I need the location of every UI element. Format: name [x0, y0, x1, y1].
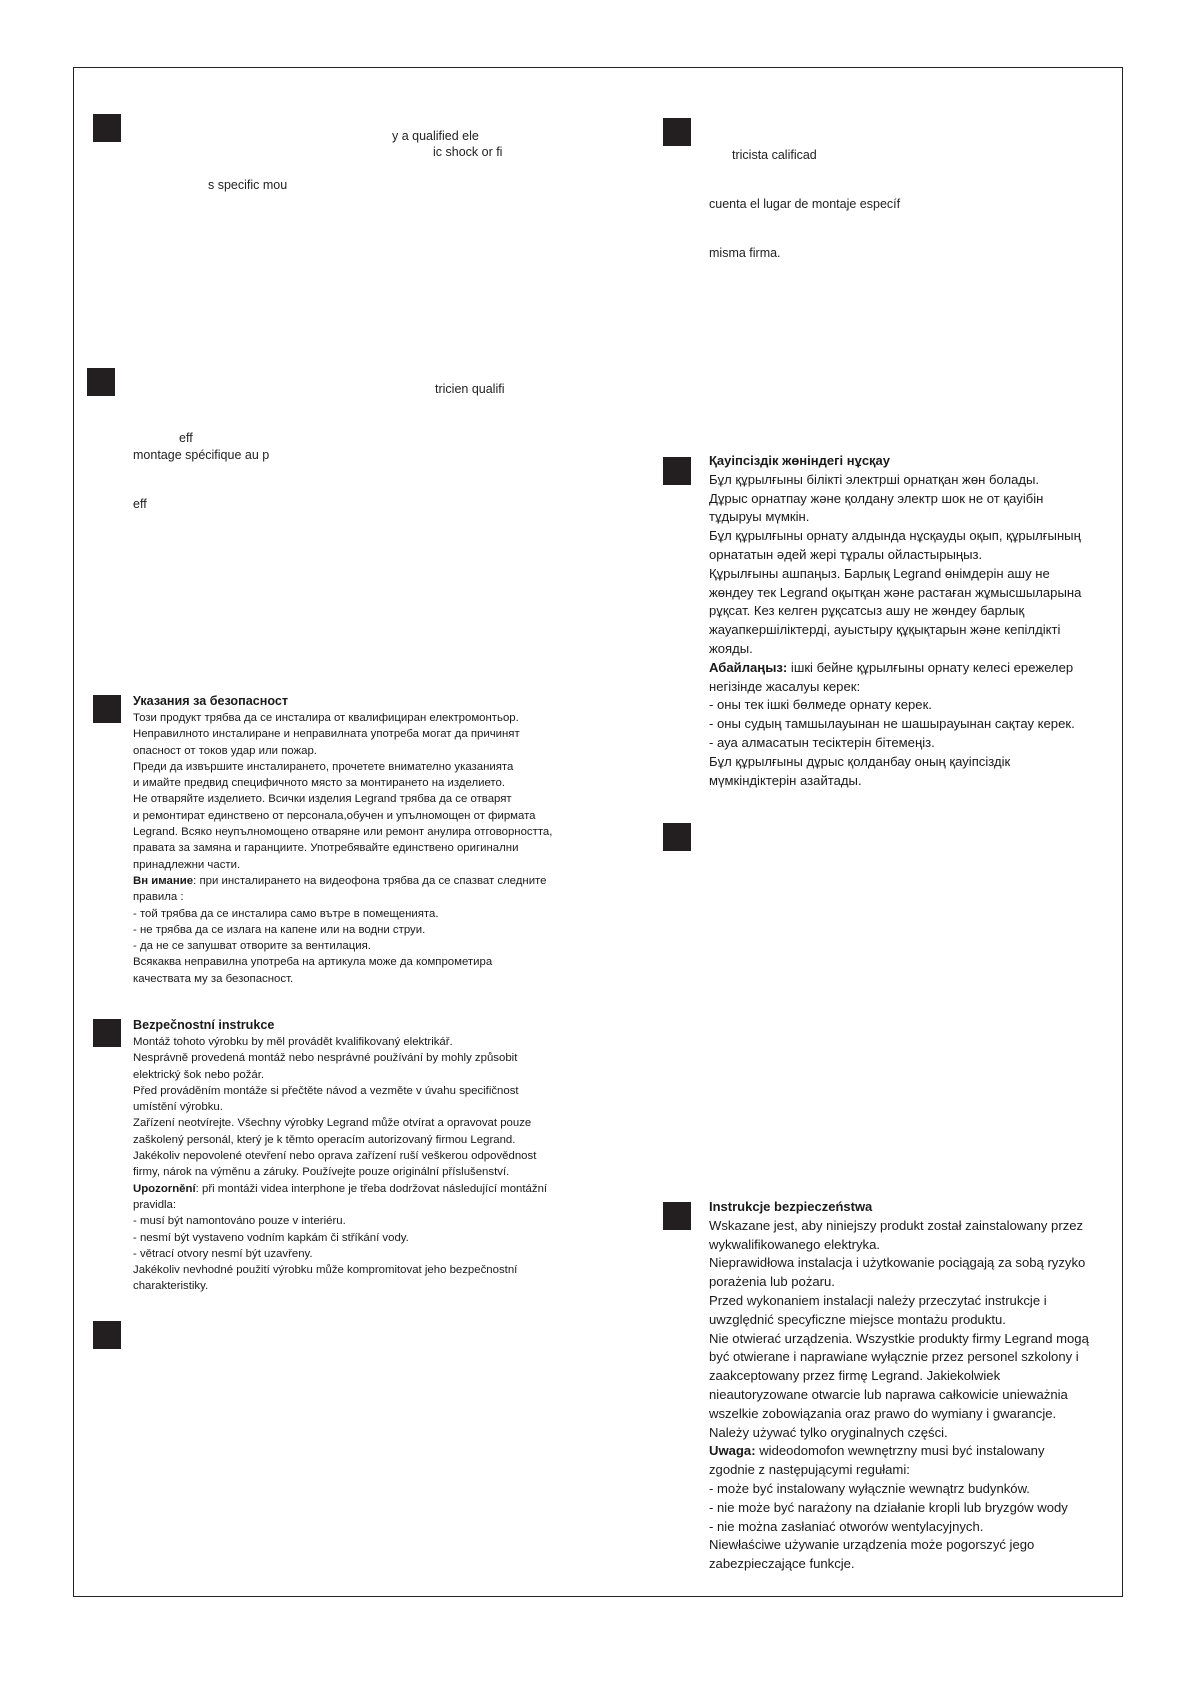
- kazakh-line: жояды.: [709, 640, 753, 656]
- polish-line: nieautoryzowane otwarcie lub naprawa całkowicie unieważnia: [709, 1386, 1068, 1402]
- kazakh-line: Дұрыс орнатпау және қолдану электр шок не от қауібін: [709, 490, 1044, 506]
- section-marker-cz: [93, 1019, 121, 1047]
- section-marker-fr: [87, 368, 115, 396]
- polish-line: zaakceptowany przez firmę Legrand. Jakiekolwiek: [709, 1368, 1001, 1384]
- czech-line: zaškolený personál, který je k těmto operacím autorizovaný firmou Legrand.: [133, 1133, 516, 1146]
- kazakh-line: рұқсат. Кез келген рұқсатсыз ашу не жөндеу барлық: [709, 603, 1025, 619]
- polish-line: porażenia lub pożaru.: [709, 1274, 835, 1290]
- fragment-fr-2: eff: [179, 431, 193, 445]
- polish-line: być otwierane i naprawiane wyłącznie przez personel szkolony i: [709, 1349, 1079, 1365]
- kazakh-line: тұдыруы мүмкін.: [709, 509, 810, 525]
- czech-line: Před prováděním montáže si přečtěte návod a vezměte v úvahu specifičnost: [133, 1084, 519, 1097]
- section-marker-blank-2: [663, 823, 691, 851]
- polish-warning-cont: zgodnie z następującymi regułami:: [709, 1462, 910, 1478]
- polish-line: Przed wykonaniem instalacji należy przeczytać instrukcje i: [709, 1292, 1047, 1308]
- polish-rule: - może być instalowany wyłącznie wewnątrz budynków.: [709, 1480, 1030, 1496]
- polish-rule: - nie można zasłaniać otworów wentylacyjnych.: [709, 1518, 984, 1534]
- kazakh-line: Бұл құрылғыны білікті электрші орнатқан жөн болады.: [709, 471, 1040, 487]
- bulgarian-line: принадлежни части.: [133, 858, 241, 871]
- kazakh-rule: - ауа алмасатын тесіктерін бітемеңіз.: [709, 734, 935, 750]
- bulgarian-line: Legrand. Всяко неупълномощено отваряне или ремонт анулира отговорността,: [133, 826, 553, 839]
- fragment-en-1: y a qualified ele: [392, 129, 479, 143]
- kazakh-line: Құрылғыны ашпаңыз. Барлық Legrand өнімдерін ашу не: [709, 565, 1050, 581]
- bulgarian-line: Неправилното инсталиране и неправилната употреба могат да причинят: [133, 728, 520, 741]
- bulgarian-warning: [133, 873, 603, 889]
- polish-line: uwzględnić specyficzne miejsce montażu produktu.: [709, 1311, 1006, 1327]
- kazakh-line: орнататын әдей жері тұралы ойластырыңыз.: [709, 546, 983, 562]
- section-marker-en: [93, 114, 121, 142]
- czech-closing: Jakékoliv nevhodné použití výrobku může kompromitovat jeho bezpečnostní: [133, 1264, 518, 1277]
- section-marker-kz: [663, 457, 691, 485]
- polish-line: wykwalifikowanego elektryka.: [709, 1236, 881, 1252]
- czech-closing: charakteristiky.: [133, 1280, 209, 1293]
- kazakh-line: жөндеу тек Legrand оқытқан және растаған жұмысшыларына: [709, 584, 1082, 600]
- fragment-fr-1: tricien qualifi: [435, 382, 505, 396]
- fragment-es-2: cuenta el lugar de montaje específ: [709, 197, 901, 211]
- bulgarian-line: Преди да извършите инсталирането, прочетете внимателно указанията: [133, 760, 514, 773]
- czech-line: firmy, nárok na výměnu a záruky. Používejte pouze originální příslušenství.: [133, 1166, 510, 1179]
- czech-line: elektrický šok nebo požár.: [133, 1068, 265, 1081]
- czech-line: Nesprávně provedená montáž nebo nesprávné používání by mohly způsobit: [133, 1052, 518, 1065]
- section-marker-pl: [663, 1202, 691, 1230]
- kazakh-closing: Бұл құрылғыны дұрыс қолданбау оның қауіпсіздік: [709, 753, 1011, 769]
- czech-warning-label: Upozornění: [133, 1182, 196, 1195]
- kazakh-safety-block: [709, 452, 1114, 790]
- fragment-en-2: ic shock or fi: [433, 145, 503, 159]
- bulgarian-line: и ремонтират единствено от персонала,обучен и упълномощен от фирмата: [133, 809, 536, 822]
- bulgarian-rule: - той трябва да се инсталира само вътре в помещенията.: [133, 907, 439, 920]
- czech-rule: - nesmí být vystaveno vodním kapkám či stříkání vody.: [133, 1231, 409, 1244]
- kazakh-line: Бұл құрылғыны орнату алдында нұсқауды оқып, құрылғының: [709, 528, 1081, 544]
- polish-warning: [709, 1442, 1119, 1461]
- polish-line: Należy używać tylko oryginalnych części.: [709, 1424, 948, 1440]
- bulgarian-title: Указания за безопасност: [133, 694, 289, 708]
- section-marker-es: [663, 118, 691, 146]
- bulgarian-line: и имайте предвид специфичното място за монтирането на изделието.: [133, 777, 506, 790]
- bulgarian-closing: Всякаква неправилна употреба на артикула може да компрометира: [133, 956, 493, 969]
- kazakh-rule: - оны судың тамшылауынан не шашырауынан сақтау керек.: [709, 716, 1075, 732]
- kazakh-closing: мүмкіндіктерін азайтады.: [709, 772, 862, 788]
- czech-line: Zařízení neotvírejte. Všechny výrobky Legrand může otvírat a opravovat pouze: [133, 1117, 532, 1130]
- czech-line: Montáž tohoto výrobku by měl provádět kvalifikovaný elektrikář.: [133, 1036, 453, 1048]
- kazakh-title: Қауіпсіздік жөніндегі нұсқау: [709, 453, 891, 468]
- polish-closing: Niewłaściwe używanie urządzenia może pogorszyć jego: [709, 1537, 1035, 1553]
- polish-safety-block: [709, 1198, 1119, 1574]
- czech-warning: [133, 1181, 603, 1197]
- polish-line: wszelkie zobowiązania oraz prawo do wymiany i gwarancje.: [709, 1405, 1057, 1421]
- kazakh-warning-label: Абайлаңыз:: [709, 659, 788, 675]
- polish-line: Wskazane jest, aby niniejszy produkt został zainstalowany przez: [709, 1217, 1084, 1233]
- czech-rule: - větrací otvory nesmí být uzavřeny.: [133, 1247, 313, 1260]
- polish-rule: - nie może być narażony na działanie kropli lub bryzgów wody: [709, 1499, 1068, 1515]
- czech-rule: - musí být namontováno pouze v interiéru.: [133, 1215, 346, 1228]
- czech-line: Jakékoliv nepovolené otevření nebo oprava zařízení ruší veškerou odpovědnost: [133, 1150, 537, 1163]
- bulgarian-line: Този продукт трябва да се инсталира от квалифициран електромонтьор.: [133, 712, 519, 724]
- bulgarian-closing: качествата му за безопасност.: [133, 972, 294, 985]
- polish-warning-label: Uwaga:: [709, 1443, 756, 1459]
- fragment-en-3: s specific mou: [208, 178, 288, 192]
- kazakh-rule: - оны тек ішкі бөлмеде орнату керек.: [709, 697, 932, 713]
- polish-title: Instrukcje bezpieczeństwa: [709, 1199, 873, 1214]
- czech-safety-block: [133, 1017, 603, 1295]
- kazakh-line: жауапкершіліктерді, ауыстыру құқықтарын және кепілдікті: [709, 622, 1061, 638]
- bulgarian-line: опасност от токов удар или пожар.: [133, 744, 317, 757]
- bulgarian-line: Не отваряйте изделието. Всички изделия Legrand трябва да се отварят: [133, 793, 512, 806]
- bulgarian-warning-text: : при инсталирането на видеофона трябва да се спазват следните: [193, 874, 547, 887]
- fragment-fr-4: eff: [133, 497, 147, 511]
- kazakh-warning-text: ішкі бейне құрылғыны орнату келесі ережелер: [787, 659, 1074, 675]
- bulgarian-rule: - да не се запушват отворите за вентилация.: [133, 940, 371, 953]
- czech-line: umístění výrobku.: [133, 1101, 223, 1114]
- bulgarian-warning-cont: правила :: [133, 891, 184, 904]
- fragment-es-1: tricista calificad: [732, 148, 817, 162]
- bulgarian-line: правата за замяна и гаранциите. Употребявайте единствено оригинални: [133, 842, 519, 855]
- czech-warning-text: : při montáži videa interphone je třeba dodržovat následující montážní: [195, 1182, 548, 1195]
- fragment-es-3: misma firma.: [709, 246, 781, 260]
- czech-title: Bezpečnostní instrukce: [133, 1018, 275, 1032]
- polish-line: Nie otwierać urządzenia. Wszystkie produkty firmy Legrand mogą: [709, 1330, 1089, 1346]
- kazakh-warning: [709, 659, 1114, 678]
- bulgarian-rule: - не трябва да се излага на капене или на водни струи.: [133, 923, 426, 936]
- polish-closing: zabezpieczające funkcje.: [709, 1556, 855, 1572]
- czech-warning-cont: pravidla:: [133, 1198, 177, 1211]
- polish-line: Nieprawidłowa instalacja i użytkowanie pociągają za sobą ryzyko: [709, 1255, 1086, 1271]
- fragment-fr-3: montage spécifique au p: [133, 448, 270, 462]
- section-marker-bg: [93, 695, 121, 723]
- bulgarian-warning-label: Вн имание: [133, 874, 194, 887]
- section-marker-blank: [93, 1321, 121, 1349]
- kazakh-warning-cont: негізінде жасалуы керек:: [709, 678, 861, 694]
- polish-warning-text: wideodomofon wewnętrzny musi być instalowany: [755, 1443, 1045, 1459]
- bulgarian-safety-block: [133, 693, 603, 987]
